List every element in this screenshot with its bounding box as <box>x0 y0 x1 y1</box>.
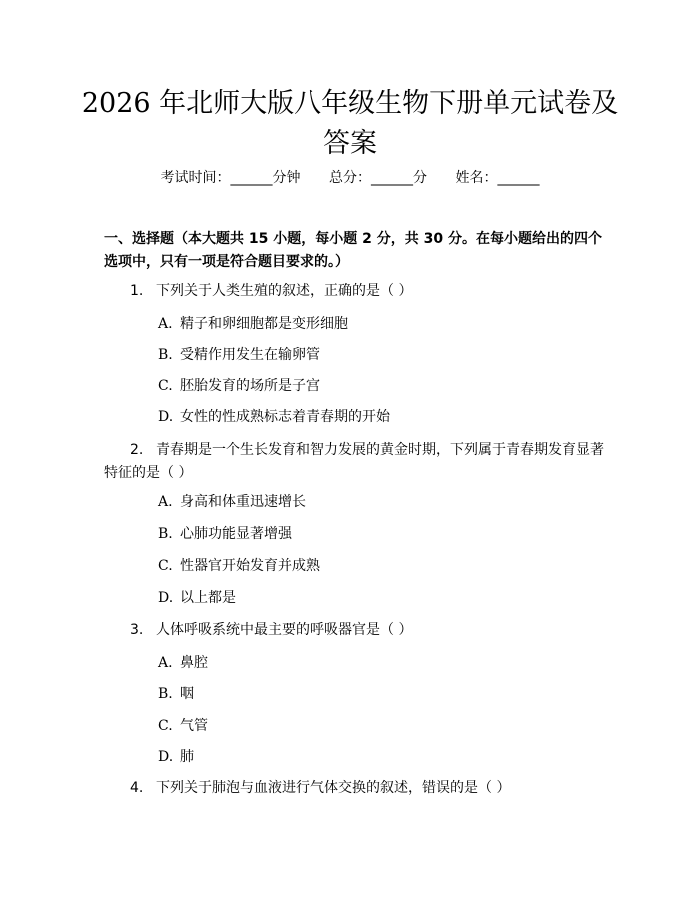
option-letter: C. <box>158 718 173 734</box>
question-text: 青春期是一个生长发育和智力发展的黄金时期，下列属于青春期发育显著特征的是（ ） <box>104 442 604 481</box>
option-2c <box>158 556 320 576</box>
option-text: 咽 <box>180 686 194 702</box>
exam-meta <box>0 168 700 188</box>
option-letter: A. <box>158 316 173 332</box>
question-text: 下列关于人类生殖的叙述，正确的是（ ） <box>156 283 413 299</box>
option-3d <box>158 747 194 767</box>
option-letter: A. <box>158 655 173 671</box>
option-letter: C. <box>158 378 173 394</box>
question-1 <box>104 280 604 303</box>
question-4 <box>104 777 604 800</box>
option-text: 以上都是 <box>180 590 236 606</box>
option-letter: C. <box>158 558 173 574</box>
option-text: 胚胎发育的场所是子宫 <box>180 378 320 394</box>
option-letter: B. <box>158 686 173 702</box>
question-2 <box>104 439 604 485</box>
question-text: 下列关于肺泡与血液进行气体交换的叙述，错误的是（ ） <box>156 780 511 796</box>
option-2d <box>158 588 236 608</box>
option-3b <box>158 684 194 704</box>
option-2a <box>158 492 306 512</box>
option-text: 肺 <box>180 749 194 765</box>
question-text: 人体呼吸系统中最主要的呼吸器官是（ ） <box>156 622 413 638</box>
option-2b <box>158 524 292 544</box>
option-text: 身高和体重迅速增长 <box>180 494 306 510</box>
option-3c <box>158 716 208 736</box>
exam-time-field: 考试时间：______分钟 <box>160 170 301 186</box>
question-number: 3. <box>130 622 144 638</box>
option-text: 受精作用发生在输卵管 <box>180 347 320 363</box>
student-name-field: 姓名：______ <box>455 170 540 186</box>
option-letter: B. <box>158 347 173 363</box>
option-3a <box>158 653 208 673</box>
option-text: 女性的性成熟标志着青春期的开始 <box>180 409 390 425</box>
option-text: 精子和卵细胞都是变形细胞 <box>180 316 348 332</box>
question-number: 4. <box>130 780 144 796</box>
option-letter: D. <box>158 749 174 765</box>
option-text: 性器官开始发育并成熟 <box>180 558 320 574</box>
option-1c <box>158 376 320 396</box>
option-1a <box>158 314 348 334</box>
option-letter: D. <box>158 590 174 606</box>
page-title: 2026 年北师大版八年级生物下册单元试卷及答案 <box>81 88 619 159</box>
option-letter: D. <box>158 409 174 425</box>
option-text: 鼻腔 <box>180 655 208 671</box>
option-1b <box>158 345 320 365</box>
section-heading: 一、选择题（本大题共 15 小题，每小题 2 分，共 30 分。在每小题给出的四个选项中，只有一项是符合题目要求的。） <box>104 231 602 270</box>
question-3 <box>104 619 604 642</box>
total-score-field: 总分：______分 <box>329 170 427 186</box>
question-number: 2. <box>130 442 144 458</box>
option-letter: B. <box>158 526 173 542</box>
option-text: 心肺功能显著增强 <box>180 526 292 542</box>
option-1d <box>158 407 390 427</box>
option-text: 气管 <box>180 718 208 734</box>
question-number: 1. <box>130 283 144 299</box>
option-letter: A. <box>158 494 173 510</box>
